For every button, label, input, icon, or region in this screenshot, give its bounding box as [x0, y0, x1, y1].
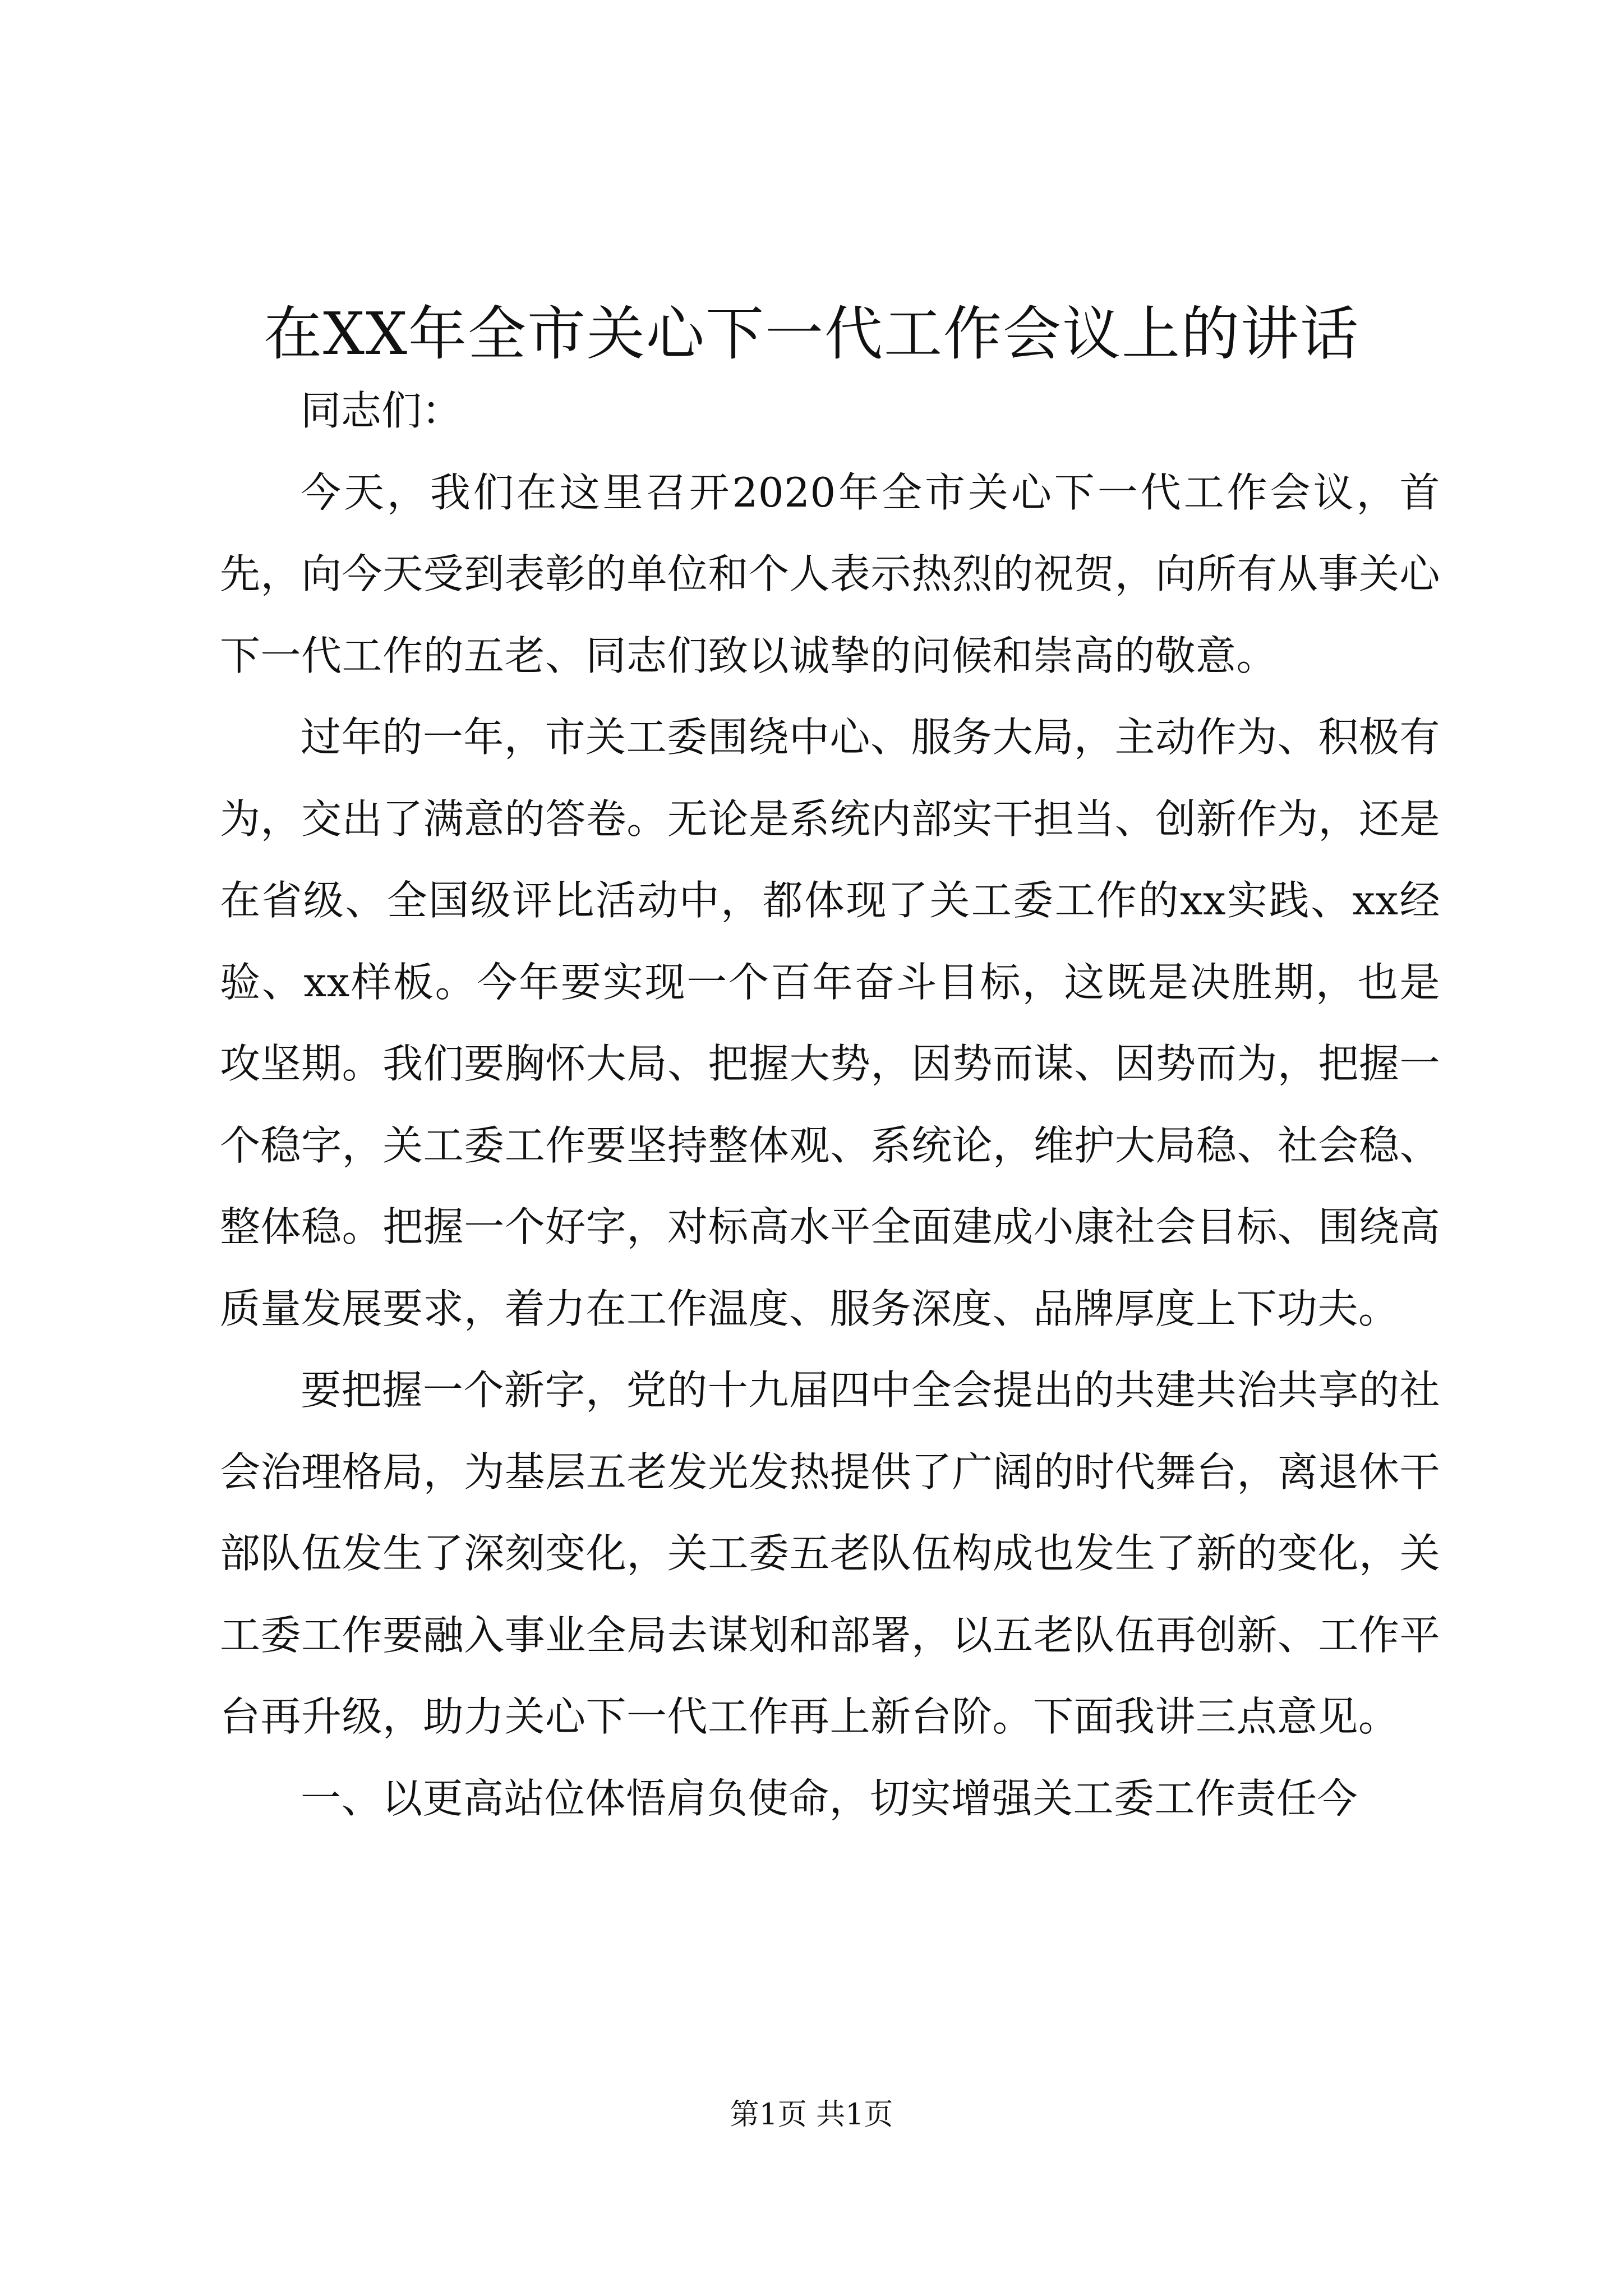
paragraph-4: 一、以更高站位体悟肩负使命，切实增强关工委工作责任今 — [301, 1774, 1358, 1822]
paragraph-1: 今天，我们在这里召开2020年全市关心下一代工作会议，首先，向今天受到表彰的单位和个人表示热烈的祝贺，向所有从事关心下一代工作的五老、同志们致以诚挚的问候和崇高的敬意。 — [220, 468, 1440, 679]
document-body — [220, 370, 1440, 1839]
paragraph-2: 过年的一年，市关工委围绕中心、服务大局，主动作为、积极有为，交出了满意的答卷。无论是系统内部实干担当、创新作为，还是在省级、全国级评比活动中，都体现了关工委工作的xx实践、xx经验、xx样板。今年要实现一个百年奋斗目标，这既是决胜期，也是攻坚期。我们要胸怀大局、把握大势，因势而谋、因势而为，把握一个稳字，关工委工作要坚持整体观、系统论，维护大局稳、社会稳、整体稳。把握一个好字，对标高水平全面建成小康社会目标、围绕高质量发展要求，着力在工作温度、服务深度、品牌厚度上下功夫。 — [220, 714, 1440, 1332]
document-title: 在XX年全市关心下一代工作会议上的讲话 — [263, 300, 1360, 368]
salutation: 同志们： — [301, 387, 463, 434]
paragraph-3: 要把握一个新字，党的十九届四中全会提出的共建共治共享的社会治理格局，为基层五老发光发热提供了广阔的时代舞台，离退休干部队伍发生了深刻变化，关工委五老队伍构成也发生了新的变化，关工委工作要融入事业全局去谋划和部署，以五老队伍再创新、工作平台再升级，助力关心下一代工作再上新台阶。下面我讲三点意见。 — [220, 1366, 1440, 1740]
page-footer: 第1页 共1页 — [730, 2098, 893, 2132]
